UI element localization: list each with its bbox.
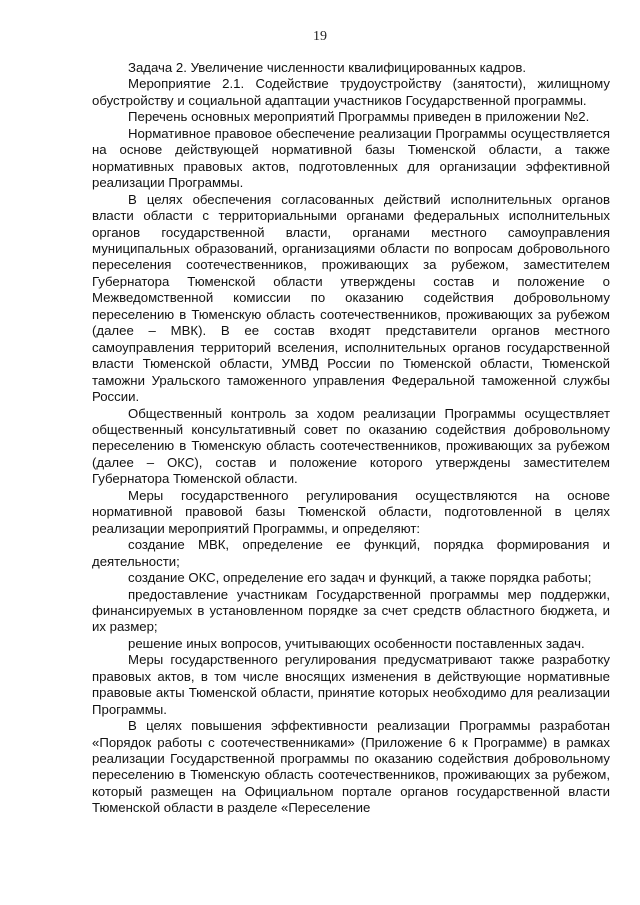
paragraph-activities-list: Перечень основных мероприятий Программы приведен в приложении №2. xyxy=(128,109,590,125)
page-number: 19 xyxy=(313,29,327,44)
paragraph-legal-support: Нормативное правовое обеспечение реализации Программы осуществляется на основе действующей нормативной базы Тюменской области, а также нормативных правовых актов, подготовленных для организации эффективной реализации Программы. xyxy=(92,125,610,191)
paragraph-mvk: В целях обеспечения согласованных действий исполнительных органов власти области с территориальными органами федеральных исполнительных органов государственной власти, органами местного самоуправления муниципальных образований, организациями области по вопросам добровольного переселения соотечественников, проживающих за рубежом, заместителем Губернатора Тюменской области утверждены состав и положение о Межведомственной комиссии по оказанию содействия добровольному переселению в Тюменскую область соотечественников, проживающих за рубежом (далее – МВК). В ее состав входят представители органов местного самоуправления территорий вселения, исполнительных органов государственной власти Тюменской области, УМВД России по Тюменской области, Тюменской таможни Уральского таможенного управления Федеральной таможенной службы России. xyxy=(92,191,610,405)
paragraph-work-procedure: В целях повышения эффективности реализации Программы разработан «Порядок работы с соотечественниками» (Приложение 6 к Программе) в рамках реализации Государственной программы по оказанию содействия добровольному переселению в Тюменскую область соотечественников, проживающих за рубежом, который размещен на Официальном портале органов государственной власти Тюменской области в разделе «Переселение xyxy=(92,718,610,816)
paragraph-legal-acts: Меры государственного регулирования предусматривают также разработку правовых актов, в том числе вносящих изменения в действующие нормативные правовые акты Тюменской области, принятие которых необходимо для реализации Программы. xyxy=(92,652,610,717)
paragraph-other-issues: решение иных вопросов, учитывающих особенности поставленных задач. xyxy=(128,635,585,651)
paragraph-create-oks: создание ОКС, определение его задач и функций, а также порядка работы; xyxy=(128,570,592,586)
document-body xyxy=(92,60,610,817)
paragraph-support-measures: предоставление участникам Государственной программы мер поддержки, финансируемых в установленном порядке за счет средств областного бюджета, и их размер; xyxy=(92,586,610,635)
paragraph-measure-2-1: Мероприятие 2.1. Содействие трудоустройству (занятости), жилищному обустройству и социальной адаптации участников Государственной программы. xyxy=(92,76,610,108)
paragraph-regulation-measures: Меры государственного регулирования осуществляются на основе нормативной правовой базы Тюменской области, подготовленной в целях реализации мероприятий Программы, и определяют: xyxy=(92,487,610,536)
paragraph-public-control: Общественный контроль за ходом реализации Программы осуществляет общественный консультативный совет по оказанию содействия добровольному переселению в Тюменскую область соотечественников, проживающих за рубежом (далее – ОКС), состав и положение которого утверждены заместителем Губернатора Тюменской области. xyxy=(92,405,610,487)
paragraph-create-mvk: создание МВК, определение ее функций, порядка формирования и деятельности; xyxy=(92,537,610,569)
paragraph-task-2: Задача 2. Увеличение численности квалифицированных кадров. xyxy=(128,60,527,75)
